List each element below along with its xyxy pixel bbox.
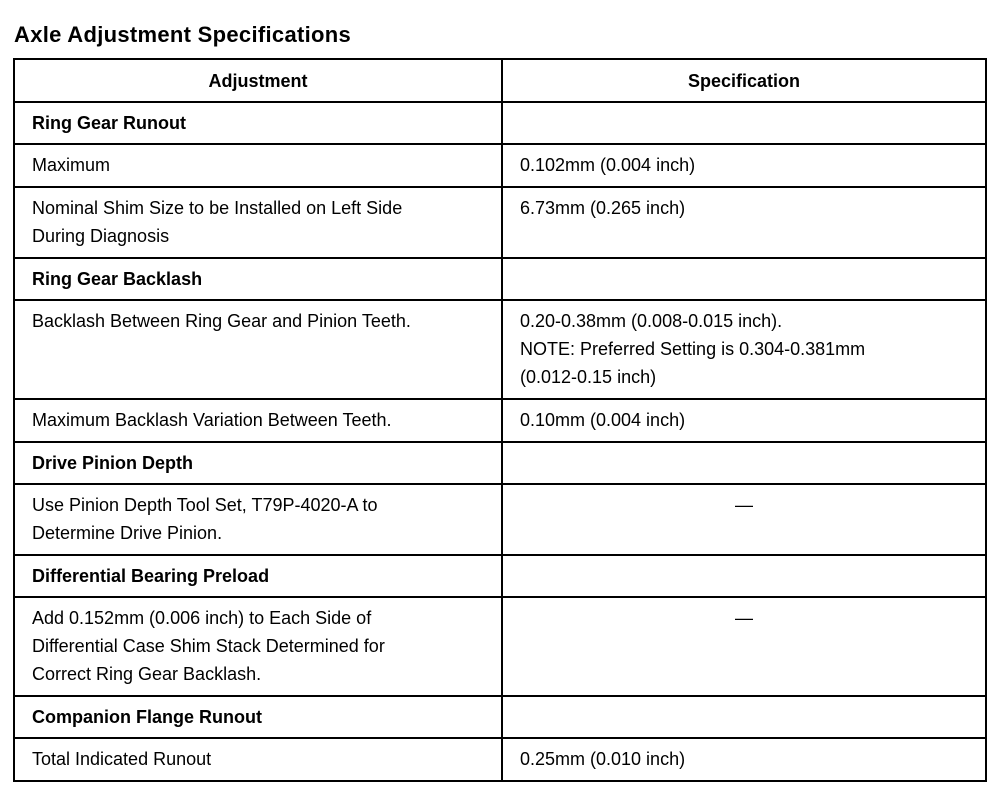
table-row	[14, 187, 986, 258]
specification-cell	[502, 555, 986, 597]
table-row	[14, 597, 986, 696]
group-label: Drive Pinion Depth	[14, 442, 502, 484]
table-header-row	[14, 59, 986, 102]
specification-note: NOTE: Preferred Setting is 0.304-0.381mm (0.012-0.15 inch)	[520, 339, 866, 387]
specification-cell: 0.10mm (0.004 inch)	[502, 399, 986, 442]
adjustment-cell: Total Indicated Runout	[14, 738, 502, 781]
table-row	[14, 399, 986, 442]
table-row	[14, 484, 986, 555]
specification-cell	[502, 442, 986, 484]
column-header-specification: Specification	[502, 59, 986, 102]
adjustment-cell: Nominal Shim Size to be Installed on Left Side During Diagnosis	[14, 187, 502, 258]
spec-table	[13, 58, 987, 782]
group-label: Companion Flange Runout	[14, 696, 502, 738]
specification-cell: 0.102mm (0.004 inch)	[502, 144, 986, 187]
specification-cell	[502, 258, 986, 300]
specification-cell	[502, 696, 986, 738]
table-row-group	[14, 102, 986, 144]
specification-cell	[502, 300, 986, 399]
table-row	[14, 300, 986, 399]
adjustment-cell: Use Pinion Depth Tool Set, T79P-4020-A to Determine Drive Pinion.	[14, 484, 502, 555]
specification-cell: —	[502, 484, 986, 555]
adjustment-cell: Backlash Between Ring Gear and Pinion Teeth.	[14, 300, 502, 399]
group-label: Ring Gear Runout	[14, 102, 502, 144]
adjustment-cell: Maximum Backlash Variation Between Teeth.	[14, 399, 502, 442]
group-label: Ring Gear Backlash	[14, 258, 502, 300]
table-row-group	[14, 696, 986, 738]
table-row-group	[14, 258, 986, 300]
specification-cell: 6.73mm (0.265 inch)	[502, 187, 986, 258]
table-row-group	[14, 555, 986, 597]
specification-cell: —	[502, 597, 986, 696]
specification-cell: 0.25mm (0.010 inch)	[502, 738, 986, 781]
adjustment-cell: Add 0.152mm (0.006 inch) to Each Side of Differential Case Shim Stack Determined for Correct Ring Gear Backlash.	[14, 597, 502, 696]
group-label: Differential Bearing Preload	[14, 555, 502, 597]
specification-value: 0.20-0.38mm (0.008-0.015 inch).	[520, 311, 783, 331]
page-title: Axle Adjustment Specifications	[14, 22, 352, 47]
table-row	[14, 738, 986, 781]
column-header-adjustment: Adjustment	[14, 59, 502, 102]
table-row	[14, 144, 986, 187]
specification-cell	[502, 102, 986, 144]
adjustment-cell: Maximum	[14, 144, 502, 187]
table-row-group	[14, 442, 986, 484]
